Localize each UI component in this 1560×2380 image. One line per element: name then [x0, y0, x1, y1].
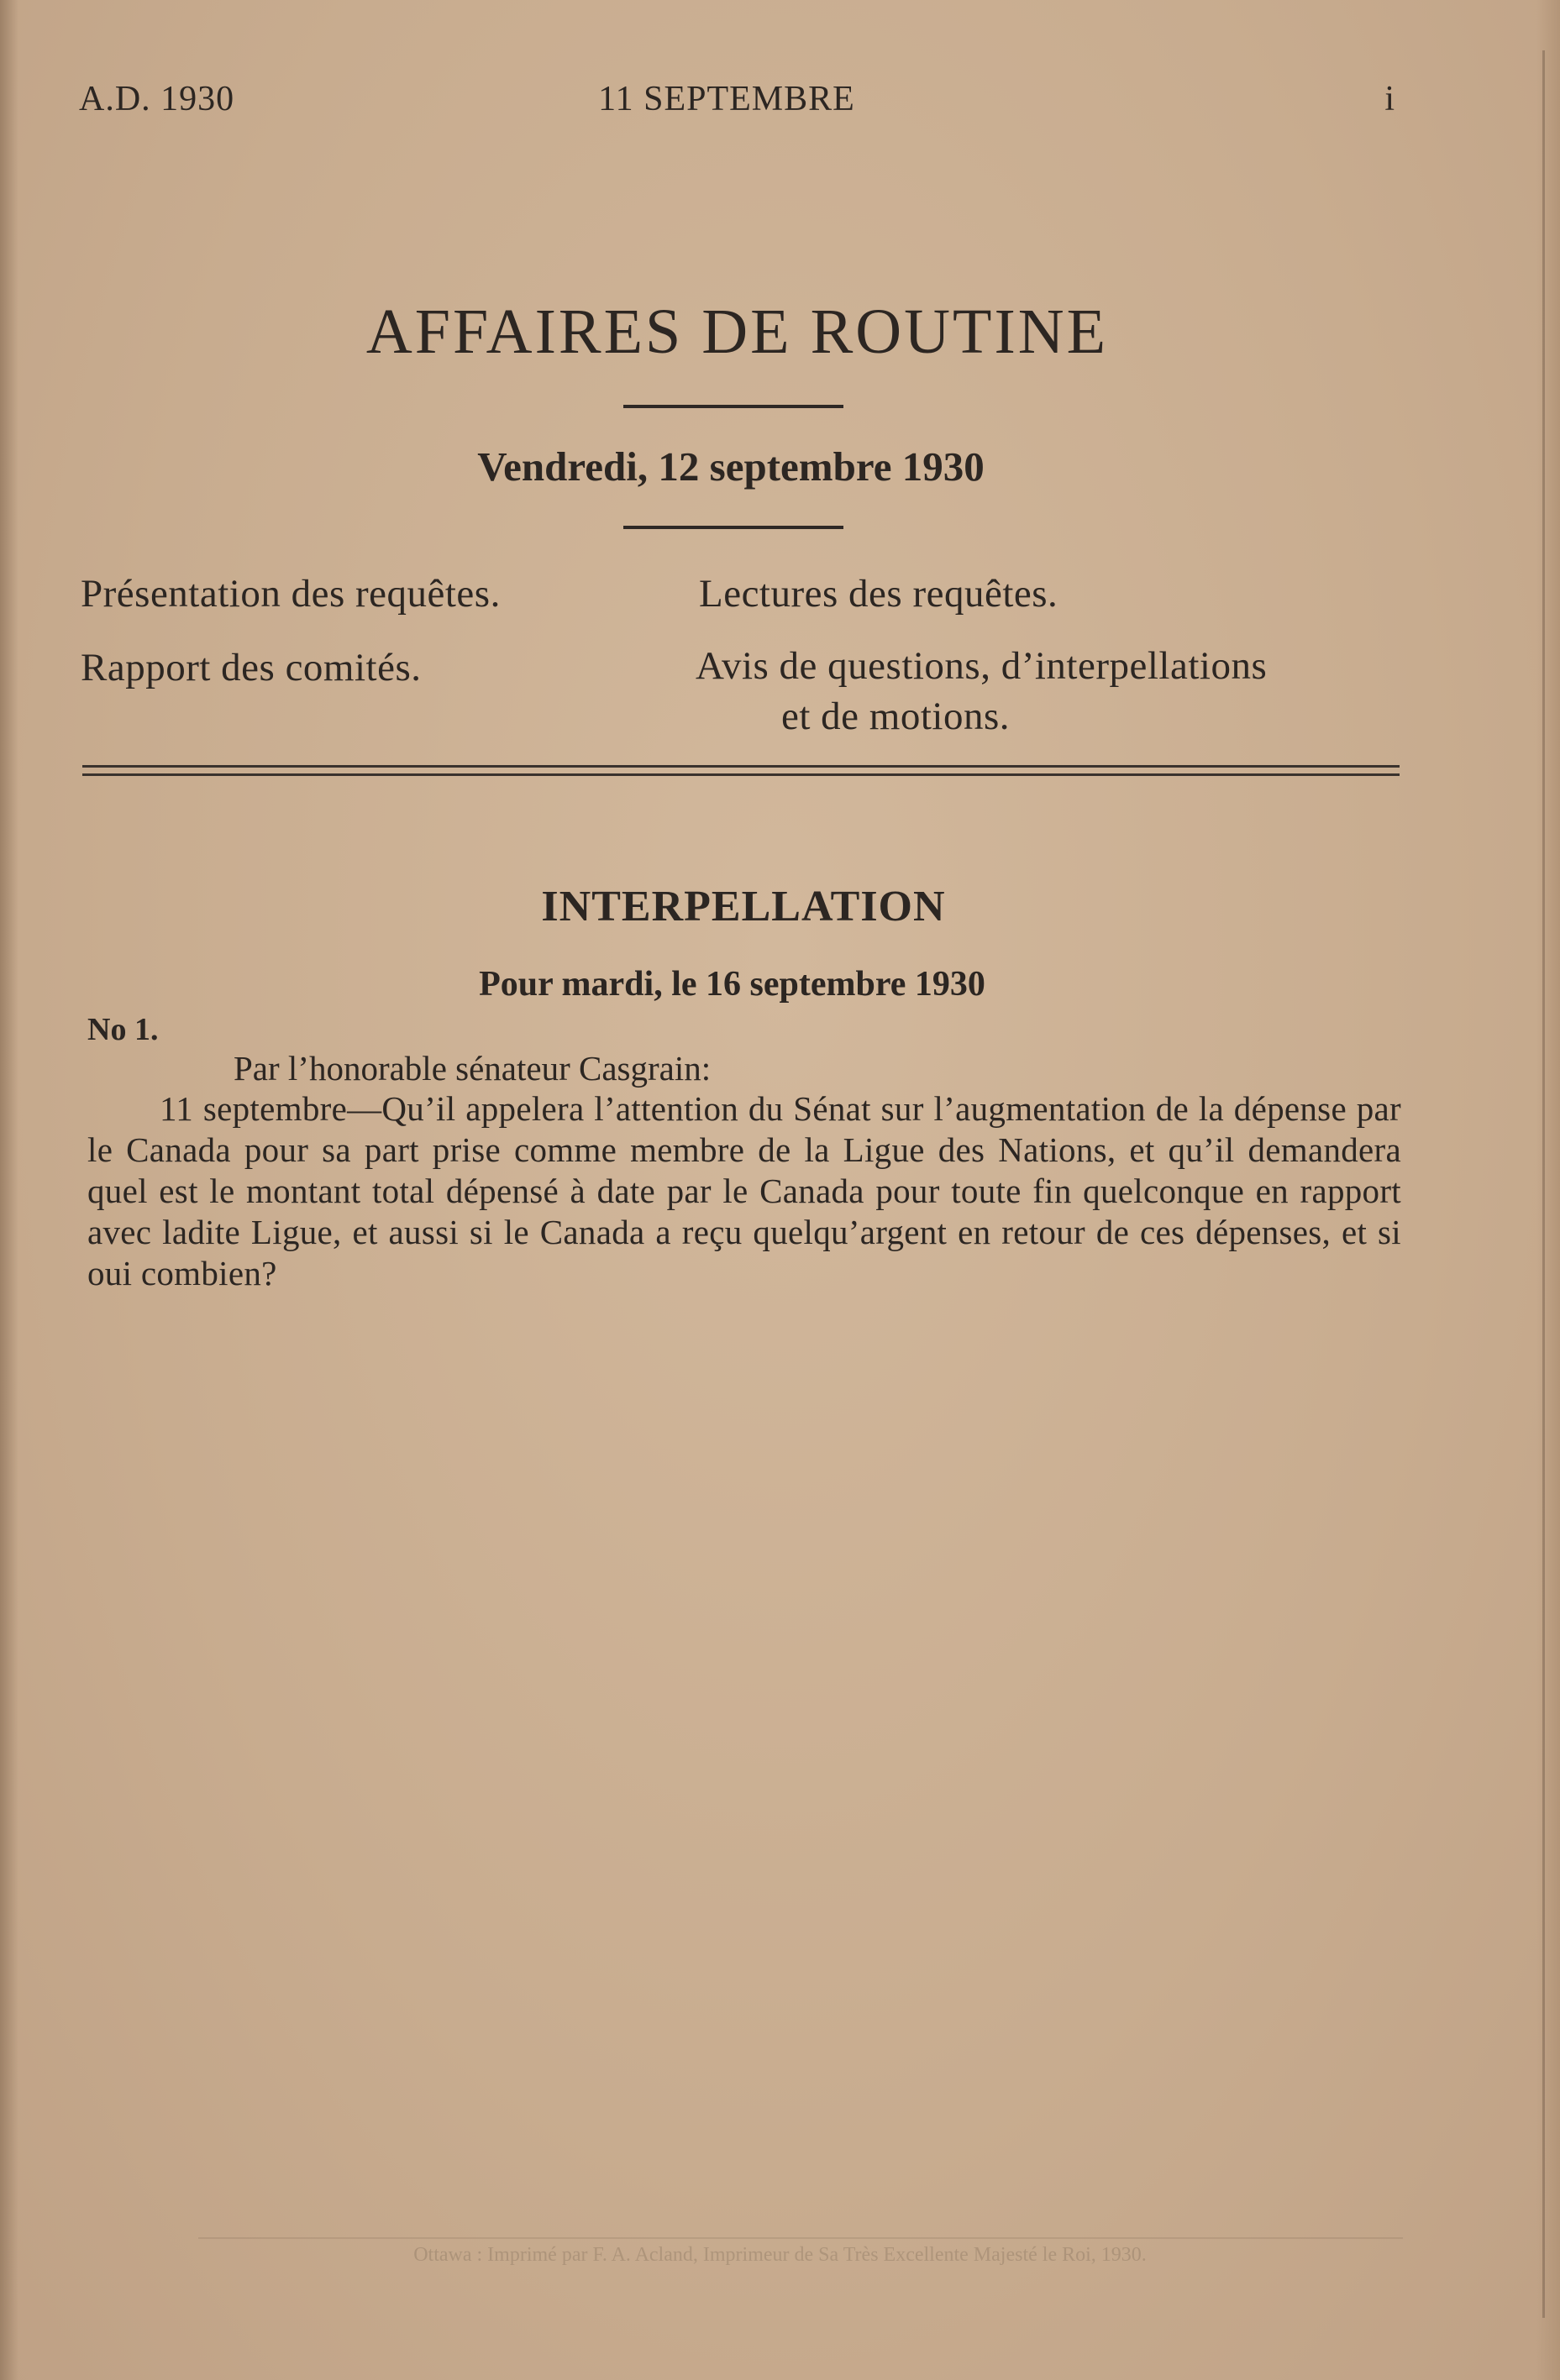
title-rule	[623, 405, 843, 408]
running-head-year: A.D. 1930	[79, 80, 235, 118]
date-rule	[623, 526, 843, 529]
section-divider-bottom	[82, 773, 1400, 776]
routine-item-petitions-reading: Lectures des requêtes.	[699, 572, 1058, 616]
running-head-date: 11 SEPTEMBRE	[598, 80, 855, 118]
interpellation-number: No 1.	[87, 1012, 159, 1047]
section-date: Pour mardi, le 16 septembre 1930	[479, 965, 985, 1004]
routine-item-notices-line-2: et de motions.	[781, 695, 1010, 738]
sitting-date: Vendredi, 12 septembre 1930	[477, 443, 985, 490]
section-title: INTERPELLATION	[541, 883, 946, 931]
interpellation-mover: Par l’honorable sénateur Casgrain:	[234, 1049, 712, 1088]
page-title: AFFAIRES DE ROUTINE	[365, 296, 1109, 367]
printer-imprint: Ottawa : Imprimé par F. A. Acland, Imprimeur de Sa Très Excellente Majesté le Roi, 1930.	[413, 2244, 1147, 2266]
routine-item-committee-reports: Rapport des comités.	[81, 646, 422, 689]
routine-item-petitions-presentation: Présentation des requêtes.	[81, 572, 501, 616]
page-number: i	[1384, 80, 1395, 118]
routine-item-notices-line-1: Avis de questions, d’interpellations	[696, 644, 1268, 688]
page-edge-line	[1542, 50, 1545, 2318]
page-edge-shadow-right	[1536, 0, 1560, 2380]
section-divider-top	[82, 765, 1400, 768]
interpellation-text: 11 septembre—Qu’il appelera l’attention du Sénat sur l’augmentation de la dépense par le Canada pour sa part prise comme membre de la Ligue des Nations, et qu’il demandera quel est le montant total dépensé à date par le Canada pour toute fin quelconque en rapport avec ladite Ligue, et aussi si le Canada a reçu quelqu’argent en retour de ces dépenses, et si oui combien?	[87, 1089, 1401, 1292]
imprint-rule	[198, 2237, 1403, 2239]
